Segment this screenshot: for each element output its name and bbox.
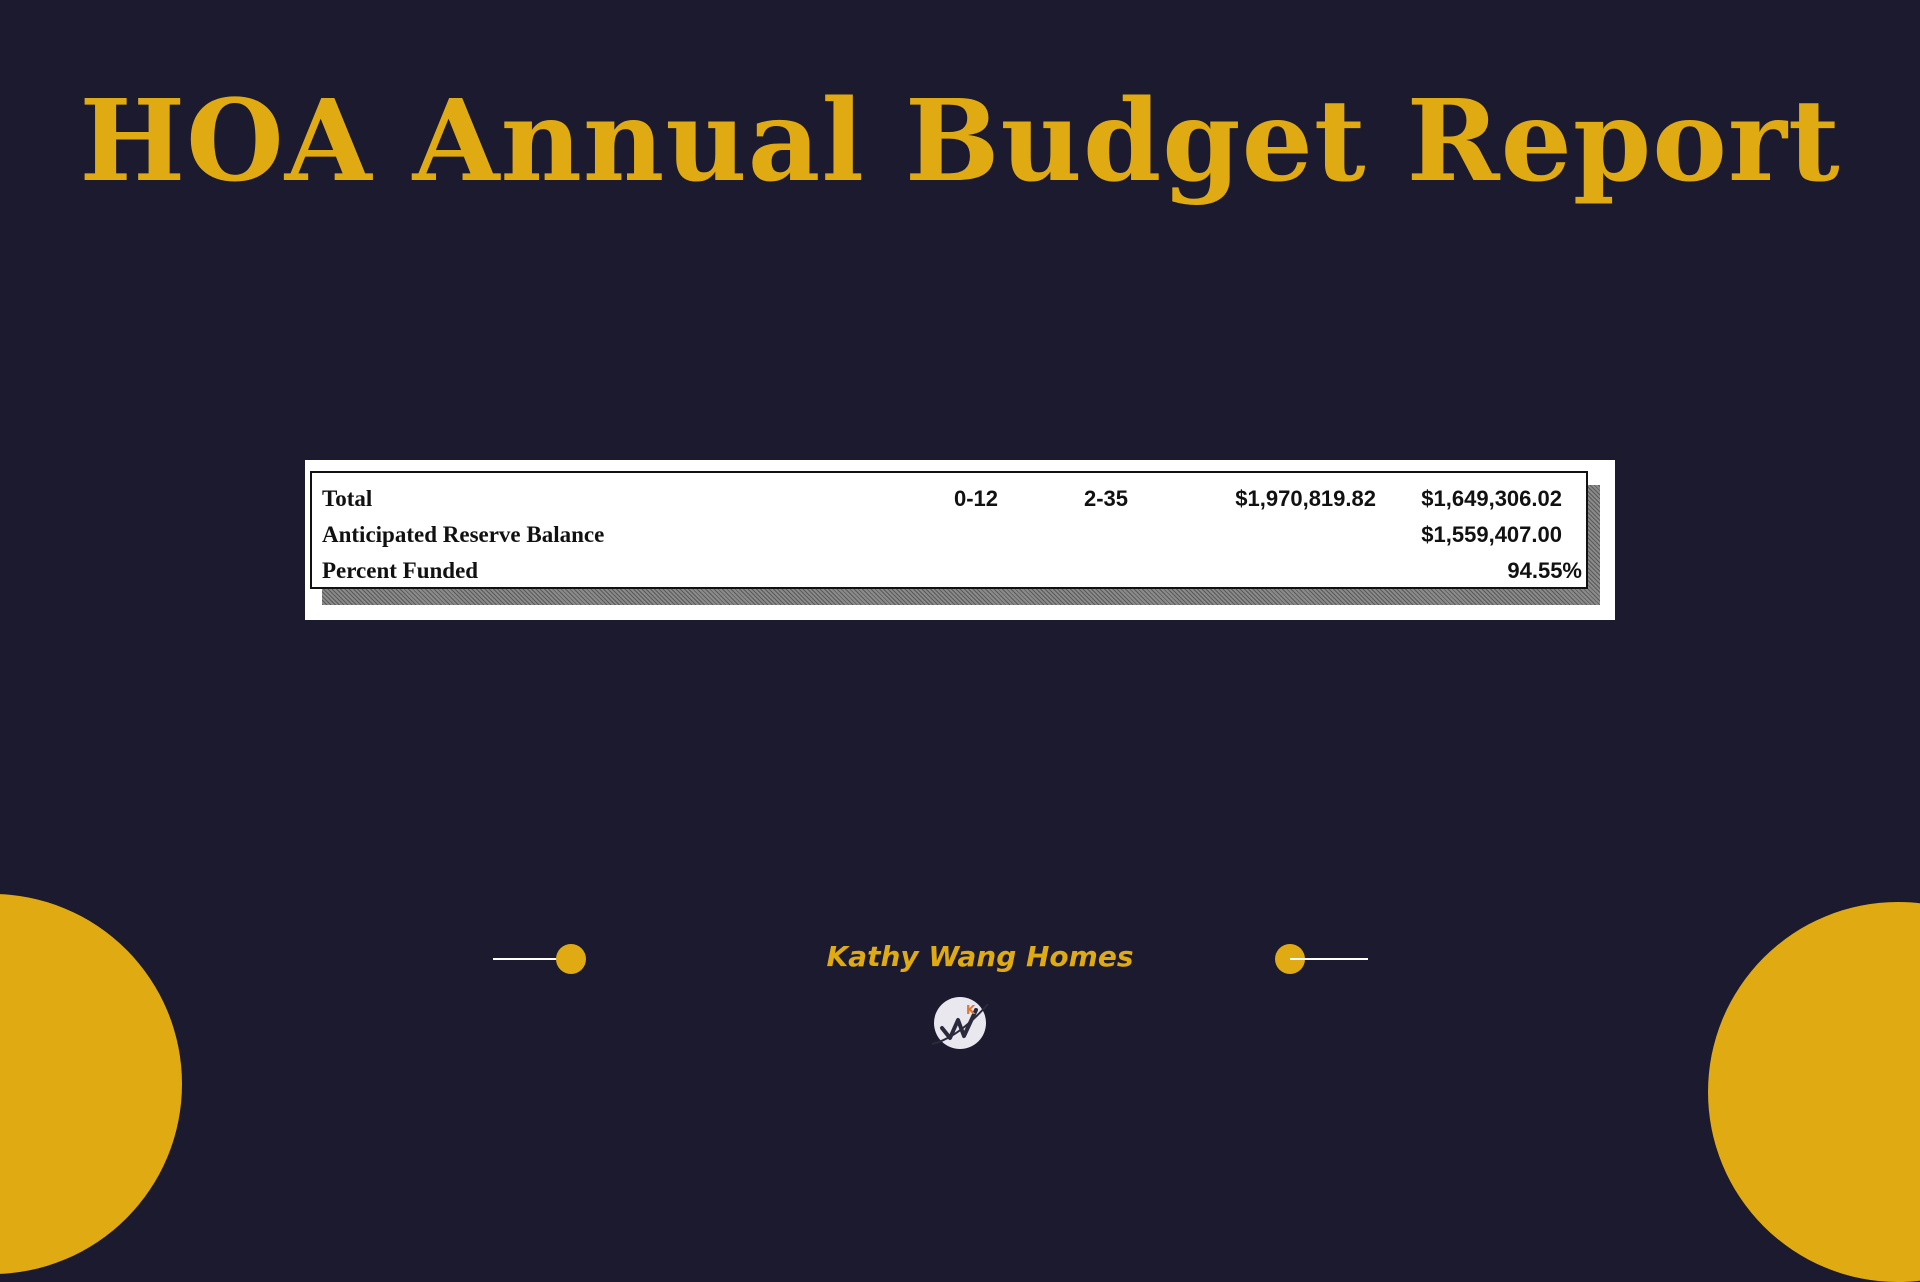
table-row-anticipated-reserve-balance	[312, 517, 1586, 553]
row-label: Anticipated Reserve Balance	[322, 522, 605, 547]
reserve-table-image	[305, 460, 1615, 620]
row-value: $1,649,306.02	[1421, 486, 1562, 511]
row-value: 2-35	[1083, 486, 1129, 511]
footer-divider-right	[1290, 958, 1368, 960]
table-row-percent-funded	[312, 553, 1586, 589]
row-label: Total	[322, 486, 373, 511]
footer-dot-left	[556, 944, 586, 974]
row-value: 94.55%	[1507, 558, 1582, 583]
row-value: $1,559,407.00	[1421, 522, 1562, 547]
decorative-circle-left	[0, 894, 182, 1274]
slide-title: HOA Annual Budget Report	[79, 76, 1841, 207]
row-value: 0-12	[953, 486, 999, 511]
row-value: $1,970,819.82	[1235, 486, 1376, 511]
logo-k-letter: K	[966, 1003, 976, 1017]
reserve-table	[310, 471, 1588, 589]
brand-logo-icon	[928, 994, 992, 1052]
row-label: Percent Funded	[322, 558, 479, 583]
table-row-total	[312, 481, 1586, 517]
decorative-circle-right	[1708, 902, 1920, 1282]
brand-name: Kathy Wang Homes	[826, 940, 1134, 973]
